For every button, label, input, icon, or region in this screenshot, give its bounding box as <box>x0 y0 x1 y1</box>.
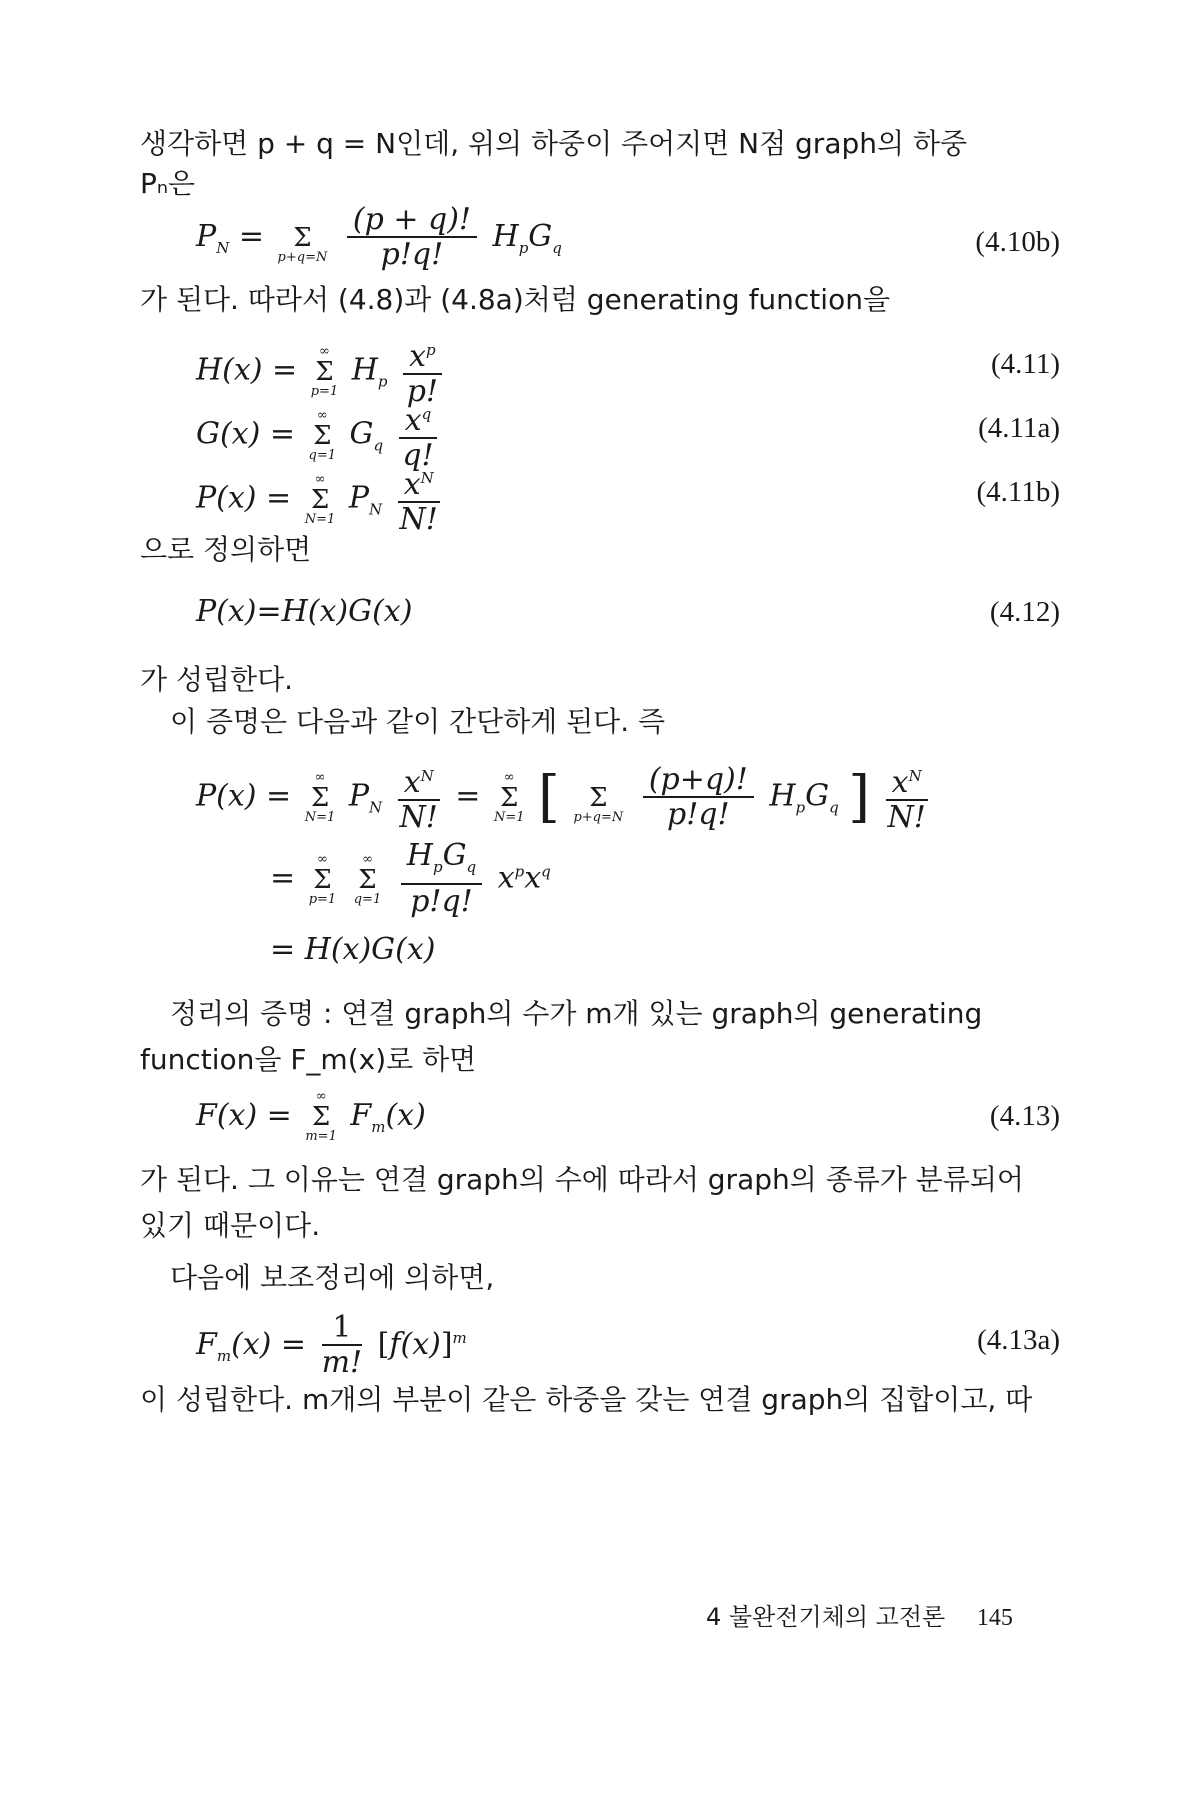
equation-number: (4.11a) <box>978 412 1060 444</box>
text-line-11: 다음에 보조정리에 의하면, <box>170 1261 495 1294</box>
text-line-6: 이 증명은 다음과 같이 간단하게 된다. 즉 <box>170 705 666 738</box>
text-line-1: 생각하면 p + q = N인데, 위의 하중이 주어지면 N점 graph의 하중 <box>140 127 968 160</box>
equation-number: (4.10b) <box>975 226 1060 258</box>
running-header: 4 불완전기체의 고전론 <box>706 1603 946 1631</box>
equation-number: (4.11b) <box>976 476 1060 508</box>
equation-number: (4.13a) <box>977 1324 1060 1356</box>
derivation-line-1: P(x) = ∞ Σ N=1 $P_N$ $\frac{x^N}{N!}$ = ∞ Σ N=1 [ Σ p+q=N $\frac{(p+q)!}{p!q!}$ $H_pG_q$ ] $\frac{x^N}{N!}$ <box>196 761 926 835</box>
equation-4-12: P(x)=H(x)G(x) <box>196 594 413 629</box>
equation-number: (4.13) <box>989 1100 1060 1132</box>
text-line-5: 가 성립한다. <box>140 663 294 696</box>
derivation-line-2: = ∞ Σ p=1 ∞ Σ q=1 $\frac{H_pG_q}{p!q!}$ $x^px^q$ <box>270 838 551 919</box>
equation-4-11: H(x) = ∞ Σ p=1 $H_p$ $\frac{x^p}{p!}$ <box>196 334 448 409</box>
equation-4-13: F(x) = ∞ Σ m=1 $F_m(x)$ <box>196 1089 426 1144</box>
text-line-2: Pₙ은 <box>140 167 196 200</box>
text-line-4: 으로 정의하면 <box>140 533 312 566</box>
equation-4-10b: $P_N$ = Σ p+q=N $\frac{(p + q)!}{p!q!}$ $H_pG_q$ <box>196 202 562 272</box>
page-number: 145 <box>976 1605 1013 1631</box>
text-line-9: 가 된다. 그 이유는 연결 graph의 수에 따라서 graph의 종류가 분류되어 <box>140 1163 1024 1196</box>
equation-4-13a: $F_m(x)$ = $\frac{1}{m!}$ $[f(x)]^m$ <box>196 1310 467 1380</box>
equation-4-11b: P(x) = ∞ Σ N=1 $P_N$ $\frac{x^N}{N!}$ <box>196 462 446 537</box>
text-line-3: 가 된다. 따라서 (4.8)과 (4.8a)처럼 generating function을 <box>140 283 890 316</box>
derivation-line-3: = H(x)G(x) <box>270 932 436 967</box>
equation-number: (4.11) <box>991 348 1060 380</box>
text-line-10: 있기 때문이다. <box>140 1209 321 1242</box>
text-line-12: 이 성립한다. m개의 부분이 같은 하중을 갖는 연결 graph의 집합이고, 따 <box>140 1383 1033 1416</box>
text-line-7: 정리의 증명 : 연결 graph의 수가 m개 있는 graph의 generating <box>170 997 983 1030</box>
text-line-8: function을 F_m(x)로 하면 <box>140 1043 477 1076</box>
equation-number: (4.12) <box>989 596 1060 628</box>
equation-4-11a: G(x) = ∞ Σ q=1 $G_q$ $\frac{x^q}{q!}$ <box>196 398 443 473</box>
page-footer <box>706 1597 1013 1632</box>
